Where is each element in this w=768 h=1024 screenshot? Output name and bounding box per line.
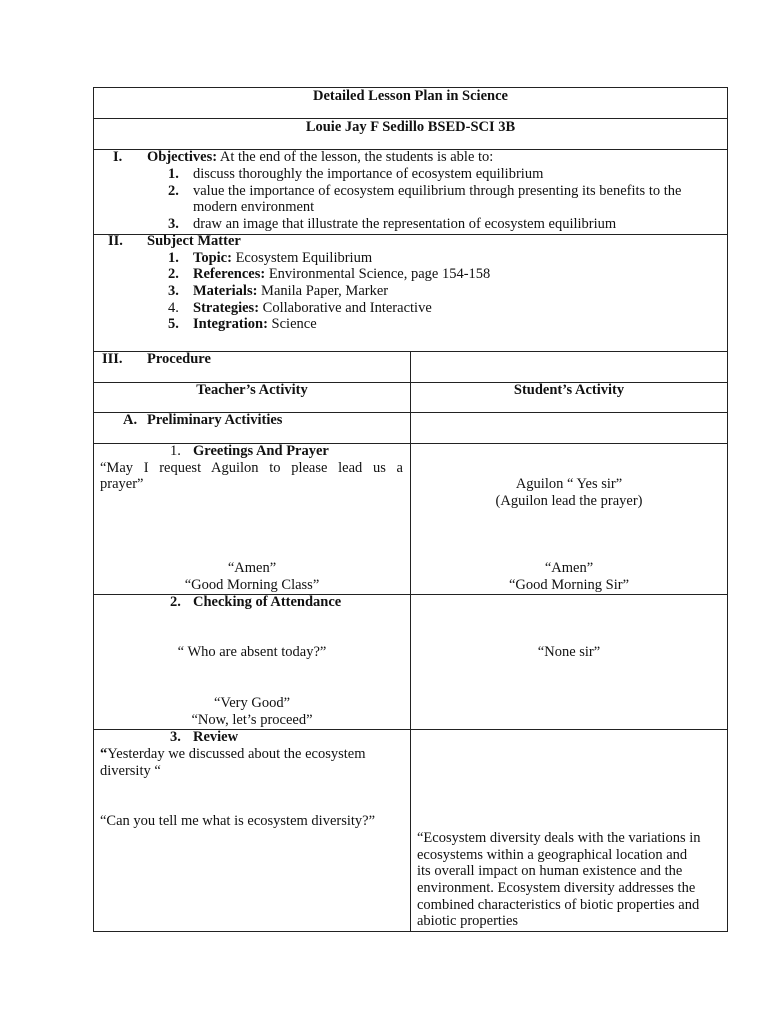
procedure-numeral: III. (102, 351, 123, 367)
review-label: Review (193, 729, 239, 745)
attendance-teacher-praise: “Very Good” (213, 695, 291, 711)
review-student-answer-line: abiotic properties (417, 913, 519, 929)
subject-item-value: Manila Paper, Marker (257, 283, 389, 299)
review-teacher-question: “Can you tell me what is ecosystem diversity?” (100, 813, 376, 829)
subject-matter-section (93, 234, 728, 352)
procedure-label: Procedure (147, 351, 211, 367)
objectives-heading (147, 149, 493, 166)
subject-item-label: Topic: (193, 250, 232, 266)
subject-item (193, 283, 388, 300)
review-student-answer-line: environment. Ecosystem diversity addresses the (417, 880, 696, 896)
subject-item-number: 4. (168, 300, 179, 316)
attendance-teacher-proceed: “Now, let’s proceed” (191, 712, 313, 728)
review-teacher-line: Yesterday we discussed about the ecosystem (107, 746, 366, 762)
greetings-teacher-request-continued: prayer” (100, 476, 144, 492)
greetings-student-morning: “Good Morning Sir” (508, 577, 629, 593)
greetings-student-reply: Aguilon “ Yes sir” (515, 476, 623, 492)
subject-item (193, 316, 317, 333)
subject-item-label: Materials: (193, 283, 258, 299)
attendance-student-cell (410, 594, 728, 730)
review-teacher-statement-continued: diversity “ (100, 763, 161, 779)
review-student-answer-line: combined characteristics of biotic properties and (417, 897, 700, 913)
objective-number: 2. (168, 183, 179, 199)
subject-item-label: Strategies: (193, 300, 260, 316)
subject-matter-label: Subject Matter (147, 233, 241, 249)
review-student-answer-line: ecosystems within a geographical location and (417, 847, 688, 863)
subject-item-label: Integration: (193, 316, 268, 332)
greetings-number: 1. (170, 443, 181, 459)
greetings-teacher-request: “May I request Aguilon to please lead us a (100, 460, 403, 476)
subject-item (193, 266, 490, 283)
review-student-answer-line: “Ecosystem diversity deals with the variations in (417, 830, 701, 846)
preliminary-label: Preliminary Activities (147, 412, 283, 428)
preliminary-student-cell (410, 412, 728, 444)
objective-text: draw an image that illustrate the representation of ecosystem equilibrium (193, 216, 617, 232)
subject-item (193, 300, 432, 317)
subject-item-value: Science (267, 316, 317, 332)
greetings-student-amen: “Amen” (544, 560, 594, 576)
review-student-answer-line: its overall impact on human existence and the (417, 863, 683, 879)
objectives-numeral: I. (113, 149, 123, 165)
subject-matter-numeral: II. (108, 233, 123, 249)
student-activity-header: Student’s Activity (513, 382, 625, 398)
subject-item-number: 3. (168, 283, 179, 299)
greetings-label: Greetings And Prayer (193, 443, 329, 459)
preliminary-letter: A. (123, 412, 138, 428)
subject-item-value: Ecosystem Equilibrium (231, 250, 373, 266)
attendance-student-answer: “None sir” (537, 644, 601, 660)
subject-item-number: 1. (168, 250, 179, 266)
author-line: Louie Jay F Sedillo BSED-SCI 3B (305, 119, 516, 135)
subject-item-number: 5. (168, 316, 179, 332)
greetings-teacher-amen: “Amen” (227, 560, 277, 576)
procedure-blank-cell (410, 351, 728, 383)
review-teacher-statement (100, 746, 366, 763)
objective-number: 3. (168, 216, 179, 232)
procedure-label-cell (93, 351, 411, 383)
objective-text-continued: modern environment (193, 199, 315, 215)
subject-item-value: Environmental Science, page 154-158 (265, 266, 491, 282)
greetings-student-action: (Aguilon lead the prayer) (495, 493, 643, 509)
objectives-label: Objectives: (147, 149, 218, 165)
document-title: Detailed Lesson Plan in Science (313, 88, 508, 104)
review-quote-mark: “ (100, 746, 108, 762)
objective-text: value the importance of ecosystem equilibrium through presenting its benefits to the (193, 183, 682, 199)
teacher-activity-header: Teacher’s Activity (196, 382, 308, 398)
attendance-number: 2. (170, 594, 181, 610)
greetings-teacher-morning: “Good Morning Class” (184, 577, 320, 593)
attendance-teacher-question: “ Who are absent today?” (177, 644, 327, 660)
objectives-intro: At the end of the lesson, the students is able to: (217, 149, 494, 165)
objective-text: discuss thoroughly the importance of ecosystem equilibrium (193, 166, 544, 182)
review-number: 3. (170, 729, 181, 745)
subject-item-label: References: (193, 266, 266, 282)
objective-number: 1. (168, 166, 179, 182)
subject-item-number: 2. (168, 266, 179, 282)
subject-item (193, 250, 372, 267)
subject-item-value: Collaborative and Interactive (259, 300, 432, 316)
attendance-label: Checking of Attendance (193, 594, 342, 610)
